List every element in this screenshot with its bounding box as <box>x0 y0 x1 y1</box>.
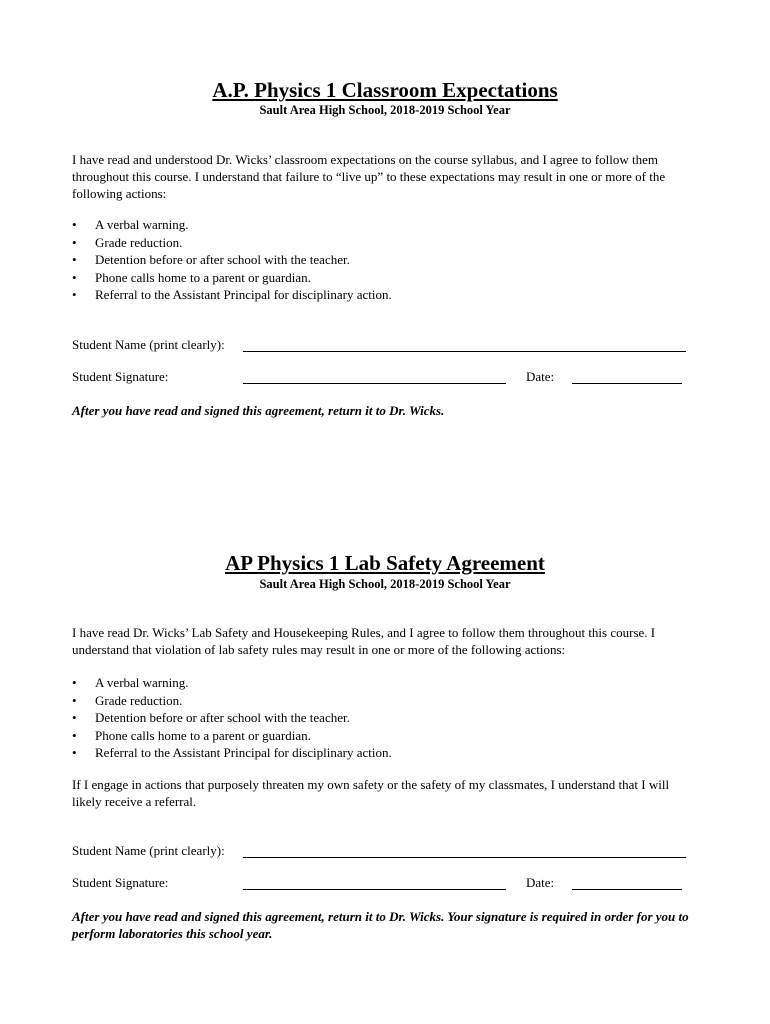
bullet-icon: • <box>72 269 77 285</box>
date-field[interactable] <box>572 889 682 890</box>
list-item: • Referral to the Assistant Principal for disciplinary action. <box>72 745 392 760</box>
bullet-icon: • <box>72 287 77 302</box>
lab-safety-intro: I have read Dr. Wicks’ Lab Safety and Housekeeping Rules, and I agree to follow them throughout this course. I understand that violation of lab safety rules may result in one or more of the following actions: <box>72 625 656 657</box>
list-item: • Phone calls home to a parent or guardian. <box>72 269 311 285</box>
student-name-label: Student Name (print clearly): <box>72 843 225 858</box>
list-item: • Referral to the Assistant Principal for disciplinary action. <box>72 287 392 302</box>
bullet-icon: • <box>72 252 77 267</box>
return-instructions: After you have read and signed this agreement, return it to Dr. Wicks. Your signature is required in order for you to perform laboratories this school year. <box>72 909 689 941</box>
list-item: • Phone calls home to a parent or guardian. <box>72 727 311 743</box>
bullet-icon: • <box>72 675 77 690</box>
bullet-icon: • <box>72 692 77 708</box>
date-label: Date: <box>526 369 555 384</box>
student-signature-label: Student Signature: <box>72 875 169 890</box>
list-item: • Grade reduction. <box>72 234 183 250</box>
safety-referral-note: If I engage in actions that purposely threaten my own safety or the safety of my classmates, I understand that I will likely receive a referral. <box>72 777 670 809</box>
date-field[interactable] <box>572 383 682 384</box>
lab-safety-subtitle: Sault Area High School, 2018-2019 School Year <box>259 577 511 591</box>
student-name-field[interactable] <box>243 857 686 858</box>
student-name-label: Student Name (print clearly): <box>72 337 225 352</box>
bullet-icon: • <box>72 710 77 725</box>
date-label: Date: <box>526 875 555 890</box>
bullet-icon: • <box>72 745 77 760</box>
bullet-icon: • <box>72 727 77 743</box>
classroom-actions-list <box>72 216 392 304</box>
student-signature-field[interactable] <box>243 383 506 384</box>
lab-safety-actions-list <box>72 674 392 762</box>
classroom-expectations-subtitle: Sault Area High School, 2018-2019 School Year <box>259 103 511 117</box>
lab-safety-title: AP Physics 1 Lab Safety Agreement <box>225 551 545 575</box>
student-signature-field[interactable] <box>243 889 506 890</box>
list-item: • A verbal warning. <box>72 217 189 232</box>
bullet-icon: • <box>72 234 77 250</box>
bullet-icon: • <box>72 217 77 232</box>
return-instructions: After you have read and signed this agreement, return it to Dr. Wicks. <box>72 403 445 418</box>
list-item: • Grade reduction. <box>72 692 183 708</box>
classroom-expectations-title: A.P. Physics 1 Classroom Expectations <box>212 78 558 102</box>
student-signature-label: Student Signature: <box>72 369 169 384</box>
list-item: • Detention before or after school with the teacher. <box>72 710 350 725</box>
list-item: • A verbal warning. <box>72 675 189 690</box>
student-name-field[interactable] <box>243 351 686 352</box>
classroom-expectations-intro: I have read and understood Dr. Wicks’ classroom expectations on the course syllabus, and I agree to follow them throughout this course. I understand that failure to “live up” to these expectations may result in one or more of the following actions: <box>72 152 666 201</box>
list-item: • Detention before or after school with the teacher. <box>72 252 350 267</box>
